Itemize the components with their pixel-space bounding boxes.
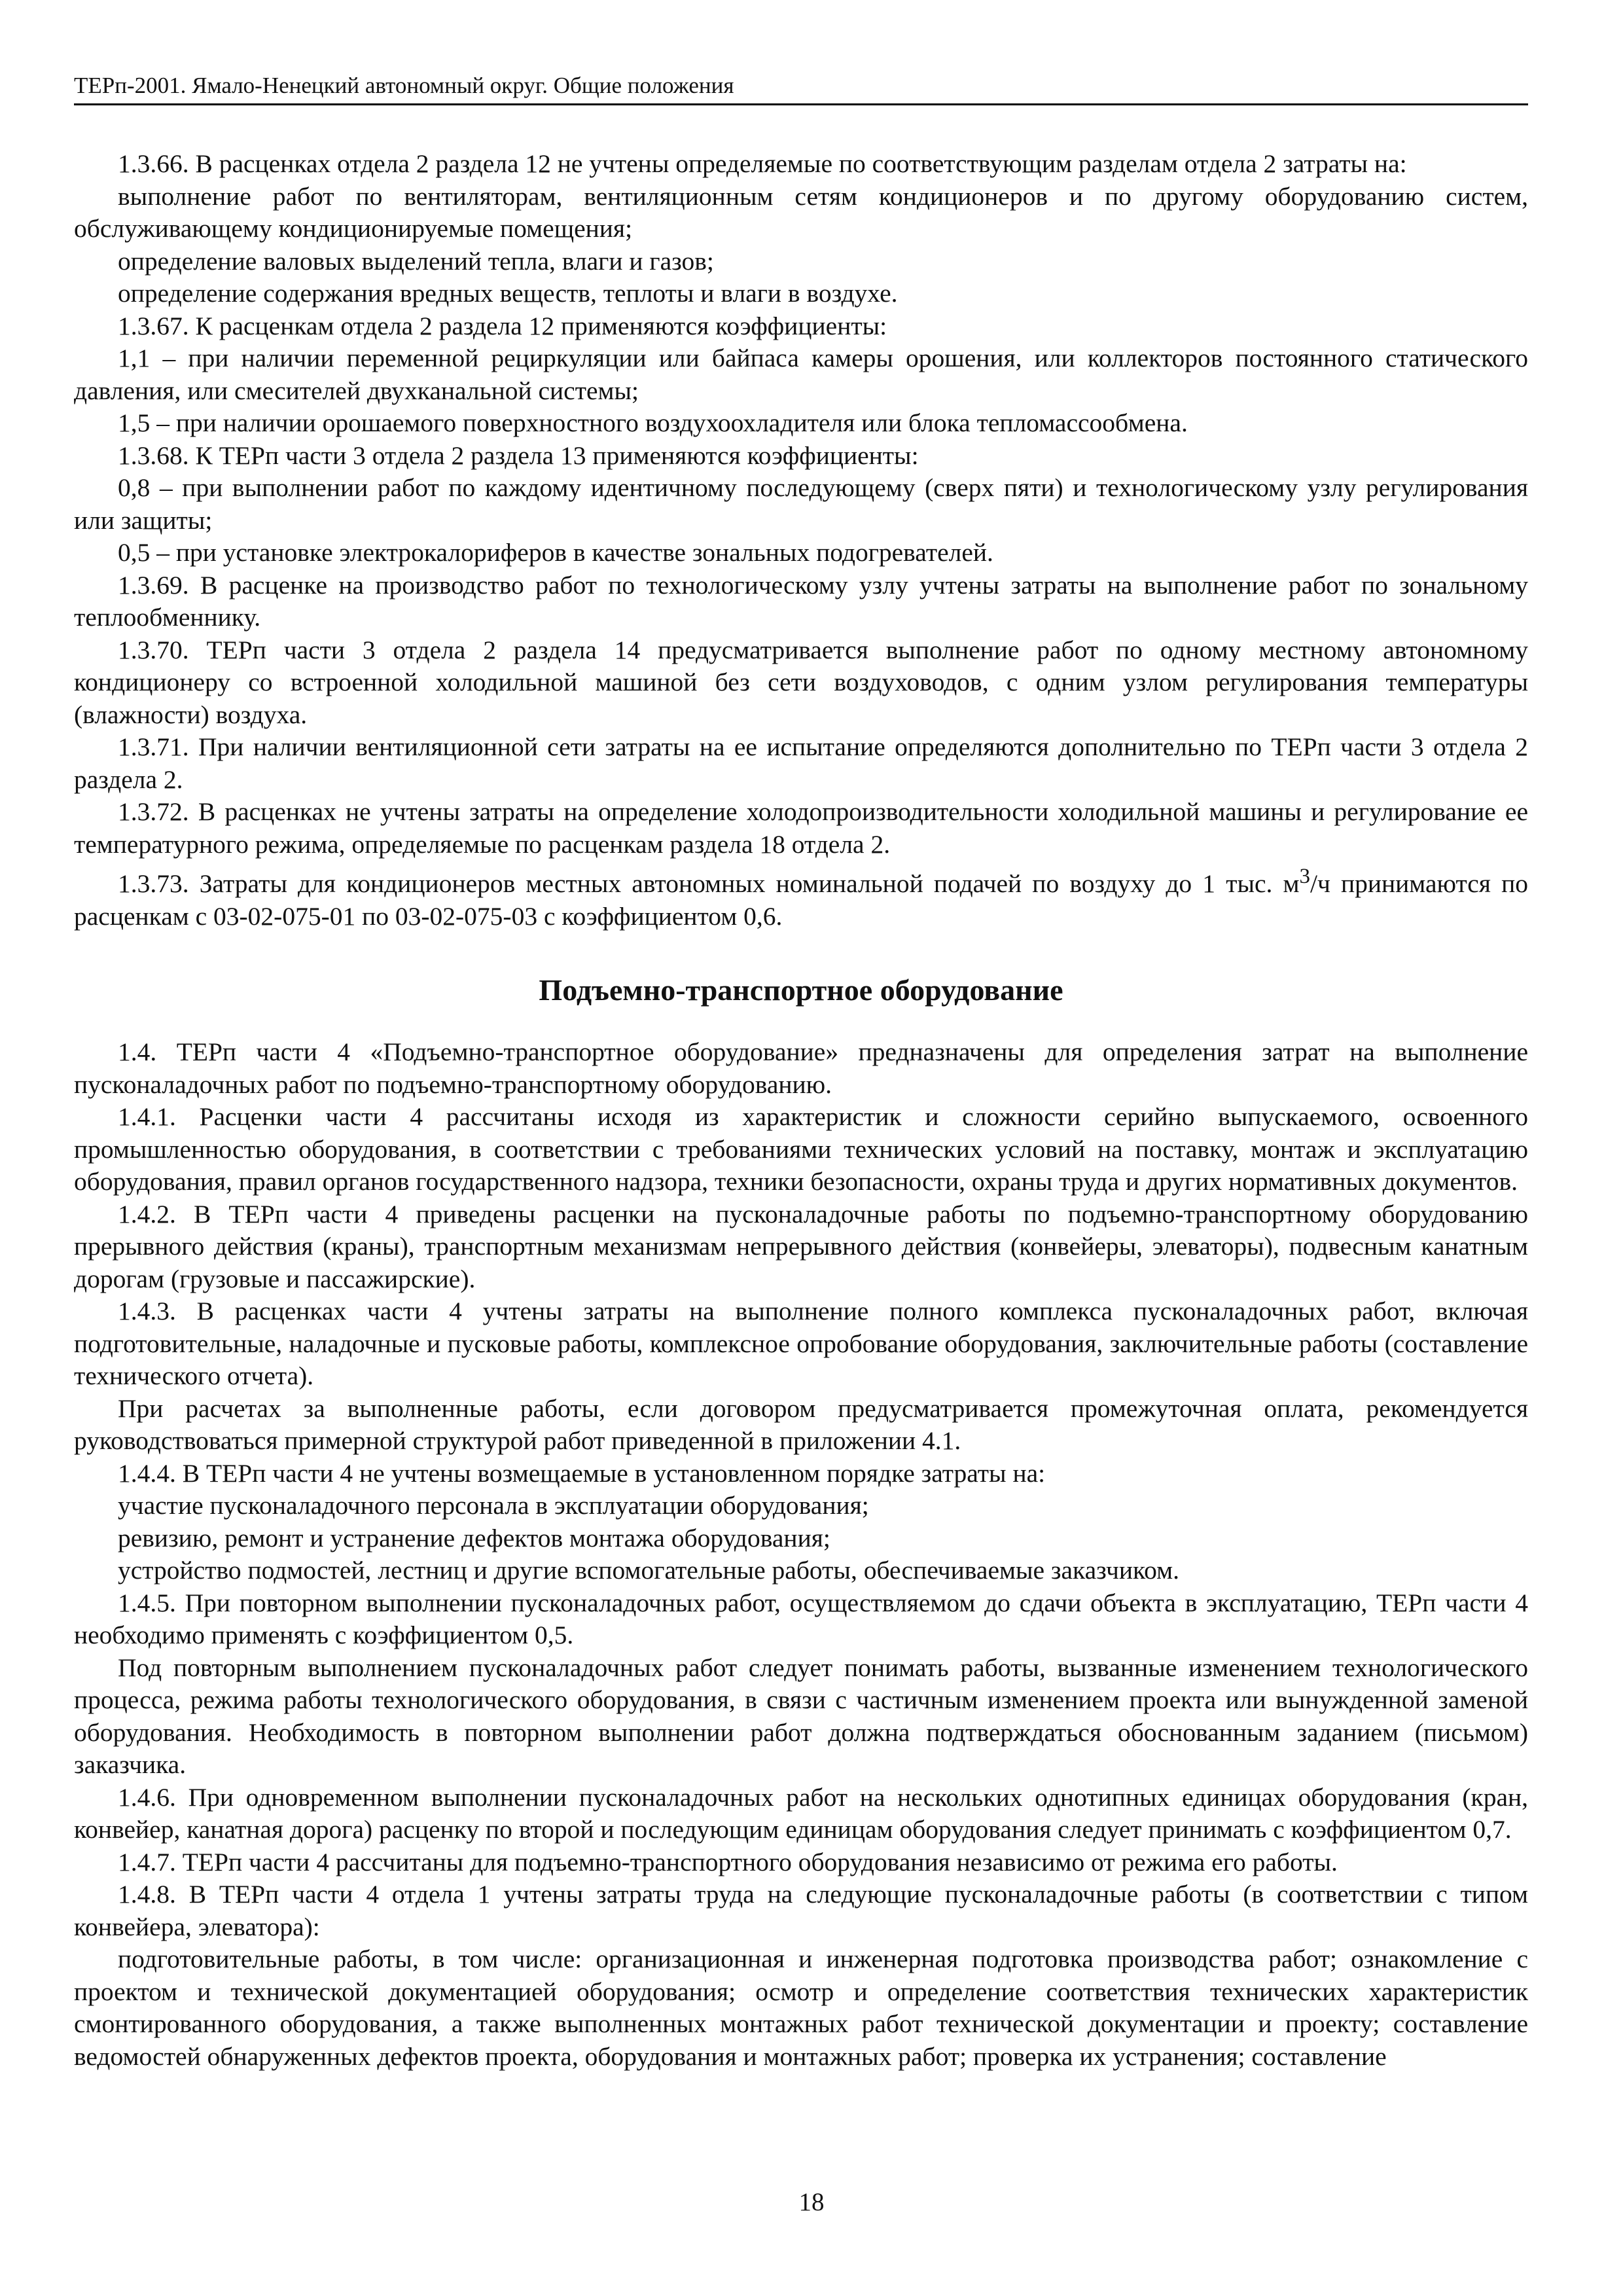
- paragraph: Под повторным выполнением пусконаладочных работ следует понимать работы, вызванные изменением технологического процесса, режима работы технологического оборудования, в связи с частичным изменением проекта или вынужденной заменой оборудования. Необходимость в повторном выполнении работ должна подтверждаться обоснованным заданием (письмом) заказчика.: [74, 1653, 1528, 1780]
- paragraph: 1.4.1. Расценки части 4 рассчитаны исходя из характеристик и сложности серийно выпускаемого, освоенного промышленностью оборудования, в соответствии с требованиями технических условий на поставку, монтаж и эксплуатацию оборудования, правил органов государственного надзора, техники безопасности, охраны труда и других нормативных документов.: [74, 1102, 1528, 1196]
- page-number: 18: [798, 2188, 825, 2216]
- paragraph: 1.4.2. В ТЕРп части 4 приведены расценки на пусконаладочные работы по подъемно-транспортному оборудованию прерывного действия (краны), транспортным механизмам непрерывного действия (конвейеры, элеваторы), подвесным канатным дорогам (грузовые и пассажирские).: [74, 1199, 1528, 1293]
- paragraph: 1.3.67. К расценкам отдела 2 раздела 12 применяются коэффициенты:: [118, 311, 887, 340]
- paragraph: выполнение работ по вентиляторам, вентиляционным сетям кондиционеров и по другому оборудованию систем, обслуживающему кондиционируемые помещения;: [74, 181, 1528, 243]
- paragraph: 1.4.7. ТЕРп части 4 рассчитаны для подъемно-транспортного оборудования независимо от режима его работы.: [118, 1847, 1338, 1876]
- text-run: 1.3.73. Затраты для кондиционеров местных автономных номинальной подачей по воздуху до 1 тыс. м: [118, 869, 1300, 899]
- superscript: 3: [1299, 865, 1310, 888]
- paragraph: ревизию, ремонт и устранение дефектов монтажа оборудования;: [118, 1523, 830, 1552]
- paragraph: При расчетах за выполненные работы, если договором предусматривается промежуточная оплата, рекомендуется руководствоваться примерной структурой работ приведенной в приложении 4.1.: [74, 1393, 1528, 1456]
- section-air-conditioning: [74, 148, 1528, 933]
- paragraph: 1.3.68. К ТЕРп части 3 отдела 2 раздела 13 применяются коэффициенты:: [118, 440, 919, 470]
- paragraph: 1,1 – при наличии переменной рециркуляции или байпаса камеры орошения, или коллекторов постоянного статического давления, или смесителей двухканальной системы;: [74, 344, 1528, 405]
- page-header: ТЕРп-2001. Ямало-Ненецкий автономный округ. Общие положения: [74, 69, 1528, 105]
- section-heading: Подъемно-транспортное оборудование: [539, 973, 1063, 1007]
- paragraph: определение содержания вредных веществ, теплоты и влаги в воздухе.: [118, 279, 898, 308]
- paragraph: подготовительные работы, в том числе: организационная и инженерная подготовка производства работ; ознакомление с проектом и технической документацией оборудования; осмотр и определение соответствия технических характеристик смонтированного оборудования, а также выполненных монтажных работ технической документации и проекту; составление ведомостей обнаруженных дефектов проекта, оборудования и монтажных работ; проверка их устранения; составление: [74, 1945, 1528, 2071]
- section-lifting-equipment: [74, 1036, 1528, 2073]
- paragraph: 1.3.72. В расценках не учтены затраты на определение холодопроизводительности холодильной машины и регулирование ее температурного режима, определяемые по расценкам раздела 18 отдела 2.: [74, 797, 1528, 859]
- paragraph: определение валовых выделений тепла, влаги и газов;: [118, 246, 714, 276]
- paragraph: устройство подмостей, лестниц и другие вспомогательные работы, обеспечиваемые заказчиком.: [118, 1556, 1180, 1585]
- paragraph: 0,5 – при установке электрокалориферов в качестве зональных подогревателей.: [118, 538, 993, 567]
- paragraph: 1.3.66. В расценках отдела 2 раздела 12 не учтены определяемые по соответствующим разделам отдела 2 затраты на:: [118, 149, 1407, 178]
- paragraph: 1.4.4. В ТЕРп части 4 не учтены возмещаемые в установленном порядке затраты на:: [118, 1458, 1046, 1488]
- paragraph: 1.3.70. ТЕРп части 3 отдела 2 раздела 14 предусматривается выполнение работ по одному местному автономному кондиционеру со встроенной холодильной машиной без сети воздуховодов, с одним узлом регулирования температуры (влажности) воздуха.: [74, 635, 1528, 729]
- page-body: [74, 148, 1528, 2073]
- paragraph: 1.4. ТЕРп части 4 «Подъемно-транспортное оборудование» предназначены для определения затрат на выполнение пусконаладочных работ по подъемно-транспортному оборудованию.: [74, 1037, 1528, 1099]
- paragraph-1-3-73: [74, 861, 1528, 933]
- paragraph: 1.4.3. В расценках части 4 учтены затраты на выполнение полного комплекса пусконаладочных работ, включая подготовительные, наладочные и пусковые работы, комплексное опробование оборудования, заключительные работы (составление технического отчета).: [74, 1297, 1528, 1391]
- paragraph: 1.3.69. В расценке на производство работ по технологическому узлу учтены затраты на выполнение работ по зональному теплообменнику.: [74, 570, 1528, 632]
- paragraph: 1.3.71. При наличии вентиляционной сети затраты на ее испытание определяются дополнительно по ТЕРп части 3 отдела 2 раздела 2.: [74, 732, 1528, 794]
- paragraph: 1.4.8. В ТЕРп части 4 отдела 1 учтены затраты труда на следующие пусконаладочные работы (в соответствии с типом конвейера, элеватора):: [74, 1880, 1528, 1941]
- paragraph: 1,5 – при наличии орошаемого поверхностного воздухоохладителя или блока тепломассообмена.: [118, 408, 1188, 437]
- paragraph: участие пусконаладочного персонала в эксплуатации оборудования;: [118, 1491, 869, 1520]
- paragraph: 1.4.5. При повторном выполнении пусконаладочных работ, осуществляемом до сдачи объекта в эксплуатацию, ТЕРп части 4 необходимо применять с коэффициентом 0,5.: [74, 1588, 1528, 1650]
- paragraph: 1.4.6. При одновременном выполнении пусконаладочных работ на нескольких однотипных единицах оборудования (кран, конвейер, канатная дорога) расценку по второй и последующим единицам оборудования следует принимать с коэффициентом 0,7.: [74, 1782, 1528, 1844]
- paragraph: 0,8 – при выполнении работ по каждому идентичному последующему (сверх пяти) и технологическому узлу регулирования или защиты;: [74, 473, 1528, 535]
- text-run: /ч принимаются по расценкам с 03-02-075-01 по 03-02-075-03 с коэффициентом 0,6.: [74, 869, 1528, 931]
